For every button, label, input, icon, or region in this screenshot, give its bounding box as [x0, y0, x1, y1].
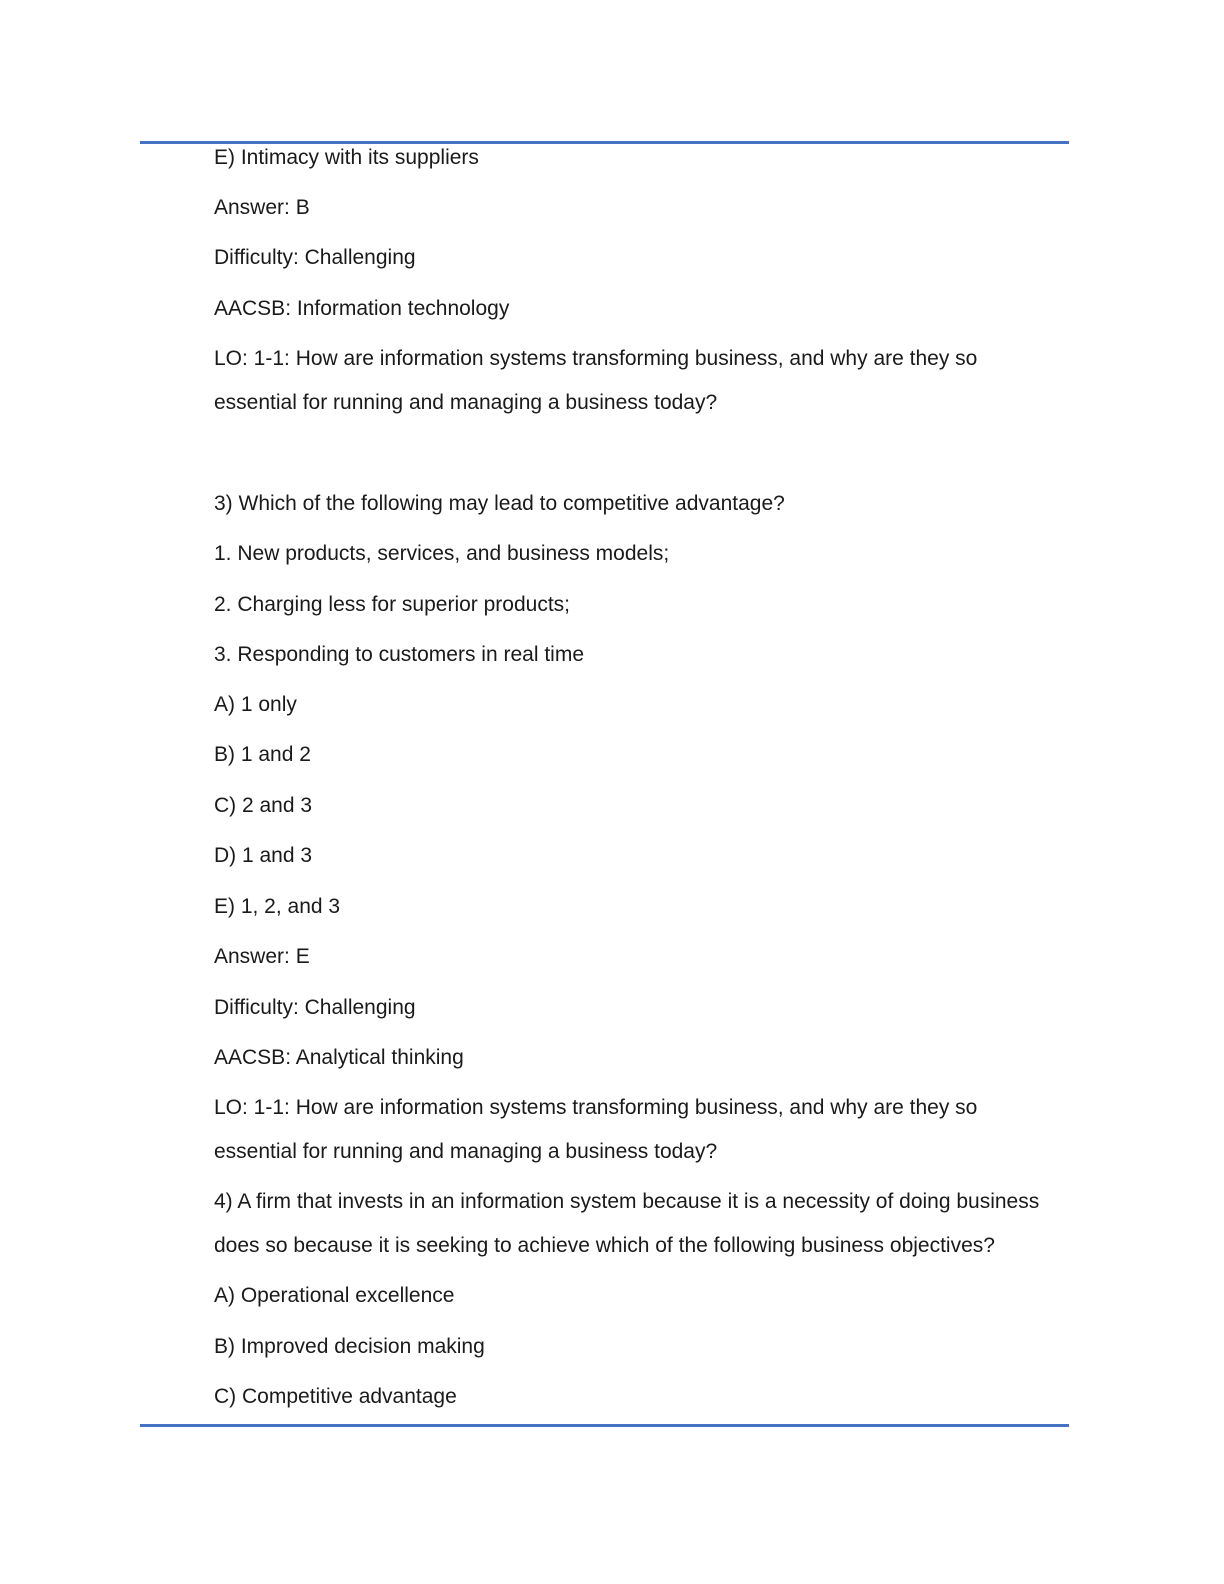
lo-line-continued: essential for running and managing a business today?: [214, 391, 718, 414]
lo-line-continued: essential for running and managing a business today?: [214, 1140, 718, 1163]
option-e-line: E) 1, 2, and 3: [214, 895, 341, 918]
option-e-line: E) Intimacy with its suppliers: [214, 146, 479, 169]
list-item-2: 2. Charging less for superior products;: [214, 593, 571, 616]
header-rule: [140, 141, 1069, 144]
lo-line: LO: 1-1: How are information systems transforming business, and why are they so: [214, 347, 978, 370]
aacsb-line: AACSB: Information technology: [214, 297, 510, 320]
list-item-3: 3. Responding to customers in real time: [214, 643, 585, 666]
aacsb-line: AACSB: Analytical thinking: [214, 1046, 464, 1069]
footer-rule: [140, 1424, 1069, 1427]
question-4-continued: does so because it is seeking to achieve which of the following business objectives?: [214, 1234, 995, 1257]
list-item-1: 1. New products, services, and business models;: [214, 542, 670, 565]
lo-line: LO: 1-1: How are information systems transforming business, and why are they so: [214, 1096, 978, 1119]
difficulty-line: Difficulty: Challenging: [214, 246, 416, 269]
difficulty-line: Difficulty: Challenging: [214, 996, 416, 1019]
option-d-line: D) 1 and 3: [214, 844, 313, 867]
option-a-line: A) Operational excellence: [214, 1284, 455, 1307]
option-b-line: B) Improved decision making: [214, 1335, 485, 1358]
option-b-line: B) 1 and 2: [214, 743, 311, 766]
option-c-line: C) 2 and 3: [214, 794, 313, 817]
option-a-line: A) 1 only: [214, 693, 297, 716]
question-4: 4) A firm that invests in an information system because it is a necessity of doing business: [214, 1190, 1040, 1213]
option-c-line: C) Competitive advantage: [214, 1385, 457, 1408]
answer-line: Answer: E: [214, 945, 310, 968]
question-3: 3) Which of the following may lead to competitive advantage?: [214, 492, 785, 515]
answer-line: Answer: B: [214, 196, 310, 219]
